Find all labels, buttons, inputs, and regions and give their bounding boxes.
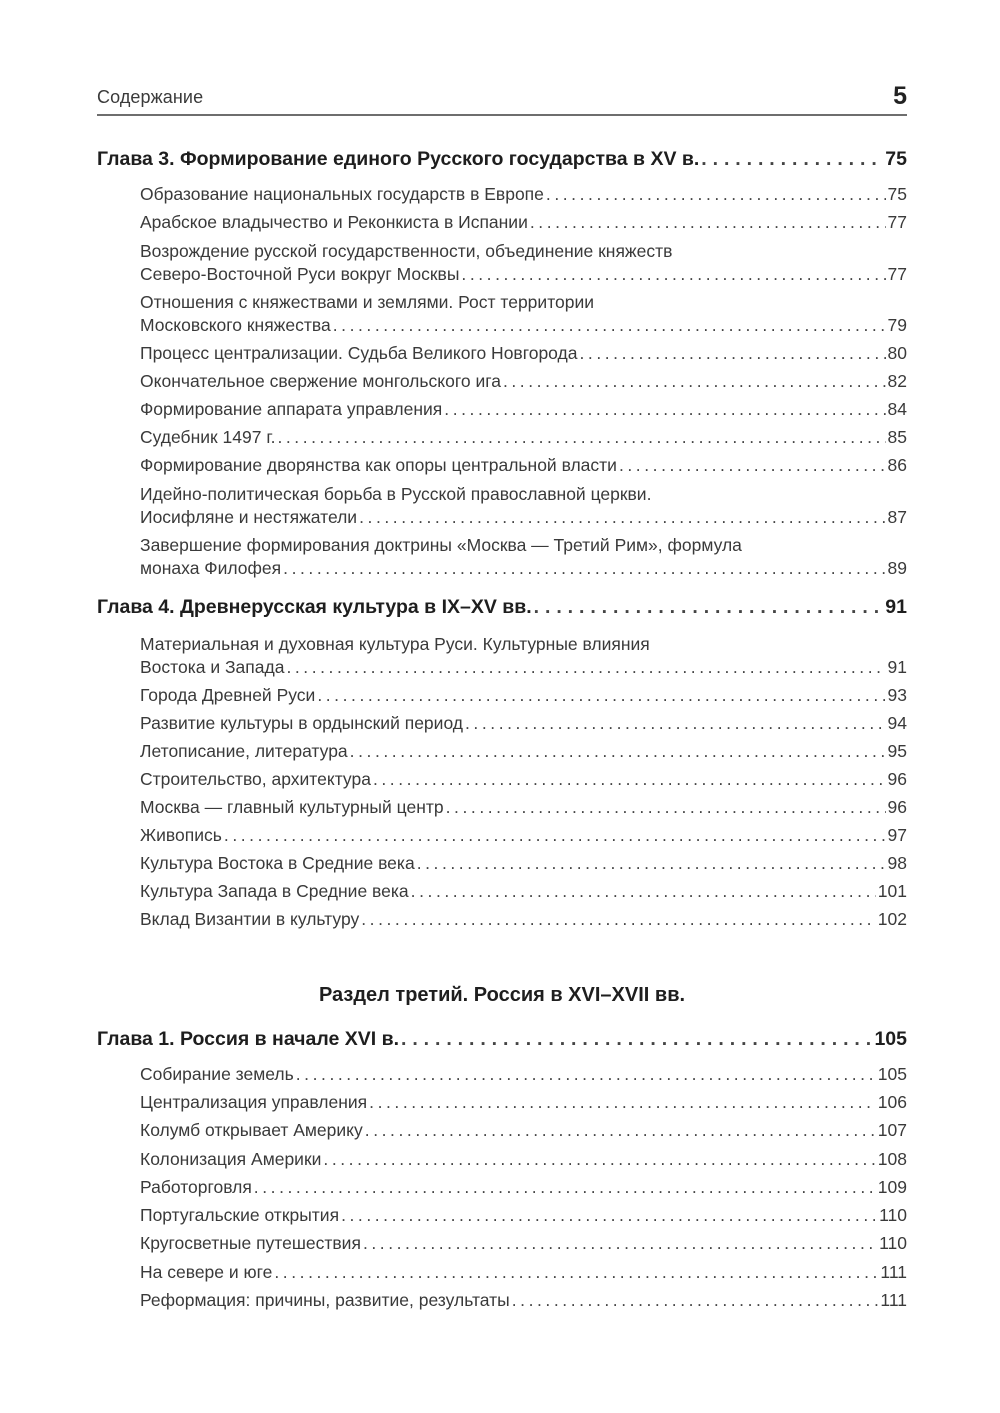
item-page: 86 <box>887 455 907 475</box>
item-title: Португальские открытия <box>140 1205 340 1225</box>
dot-leader <box>274 1262 878 1283</box>
dot-leader <box>461 264 885 285</box>
dot-leader <box>369 1092 876 1113</box>
item-title: Строительство, архитектура <box>140 769 371 789</box>
dot-leader <box>401 1028 872 1051</box>
toc-item[interactable] <box>140 315 907 336</box>
dot-leader <box>333 315 886 336</box>
item-page: 79 <box>887 315 907 335</box>
chapter-page: 91 <box>885 596 907 618</box>
toc-item-line1: Материальная и духовная культура Руси. Культурные влияния <box>140 634 650 654</box>
toc-item-line1: Завершение формирования доктрины «Москва — Третий Рим», формула <box>140 535 742 555</box>
item-title: На севере и юге <box>140 1262 273 1282</box>
dot-leader <box>277 427 885 448</box>
dot-leader <box>619 455 886 476</box>
item-title: Московского княжества <box>140 315 331 335</box>
toc-item[interactable] <box>140 685 907 706</box>
item-title: Окончательное свержение монгольского ига <box>140 371 501 391</box>
item-page: 82 <box>887 371 907 391</box>
dot-leader <box>417 853 886 874</box>
toc-item[interactable] <box>140 371 907 392</box>
toc-item[interactable] <box>140 1290 907 1311</box>
toc-item[interactable] <box>140 825 907 846</box>
item-page: 108 <box>877 1149 907 1169</box>
toc-item[interactable] <box>140 558 907 579</box>
toc-item[interactable] <box>140 427 907 448</box>
item-page: 77 <box>887 264 907 284</box>
dot-leader <box>373 769 886 790</box>
toc-item[interactable] <box>140 1233 907 1254</box>
dot-leader <box>465 713 886 734</box>
dot-leader <box>579 343 885 364</box>
item-title: Востока и Запада <box>140 657 285 677</box>
item-title: Города Древней Руси <box>140 685 316 705</box>
item-title: Реформация: причины, развитие, результаты <box>140 1290 510 1310</box>
item-title: Культура Востока в Средние века <box>140 853 415 873</box>
dot-leader <box>317 685 885 706</box>
toc-chapter-4[interactable] <box>97 596 907 619</box>
item-title: Северо-Восточной Руси вокруг Москвы <box>140 264 460 284</box>
chapter-title: Глава 1. Россия в начале XVI в. <box>97 1028 399 1050</box>
item-title: Формирование дворянства как опоры центральной власти <box>140 455 617 475</box>
item-page: 110 <box>879 1205 907 1225</box>
item-page: 80 <box>887 343 907 363</box>
dot-leader <box>701 148 883 171</box>
item-title: Работорговля <box>140 1177 252 1197</box>
item-title: Развитие культуры в ордынский период <box>140 713 463 733</box>
item-page: 94 <box>887 713 907 733</box>
item-title: Процесс централизации. Судьба Великого Новгорода <box>140 343 578 363</box>
dot-leader <box>503 371 886 392</box>
item-title: монаха Филофея <box>140 558 282 578</box>
item-title: Живопись <box>140 825 222 845</box>
item-title: Иосифляне и нестяжатели <box>140 507 358 527</box>
item-page: 98 <box>887 853 907 873</box>
dot-leader <box>546 184 886 205</box>
item-page: 96 <box>887 769 907 789</box>
item-page: 109 <box>877 1177 907 1197</box>
toc-item[interactable] <box>140 797 907 818</box>
toc-item[interactable] <box>140 881 907 902</box>
item-title: Колумб открывает Америку <box>140 1120 363 1140</box>
item-title: Колонизация Америки <box>140 1149 322 1169</box>
dot-leader <box>512 1290 879 1311</box>
running-head <box>97 84 907 116</box>
dot-leader <box>530 212 886 233</box>
item-page: 95 <box>887 741 907 761</box>
page-number: 5 <box>893 82 907 110</box>
chapter-page: 75 <box>885 148 907 170</box>
chapter-title: Глава 3. Формирование единого Русского государства в XV в. <box>97 148 700 170</box>
toc-item[interactable] <box>140 1120 907 1141</box>
dot-leader <box>254 1177 876 1198</box>
dot-leader <box>323 1149 875 1170</box>
item-title: Арабское владычество и Реконкиста в Испании <box>140 212 528 232</box>
toc-item[interactable] <box>140 1177 907 1198</box>
toc-item[interactable] <box>140 1205 907 1226</box>
running-head-title: Содержание <box>97 87 204 107</box>
item-title: Москва — главный культурный центр <box>140 797 444 817</box>
item-page: 101 <box>877 881 907 901</box>
dot-leader <box>534 596 884 619</box>
item-page: 111 <box>880 1290 907 1310</box>
toc-chapter-1[interactable] <box>97 1028 907 1051</box>
dot-leader <box>361 909 876 930</box>
toc-chapter-3[interactable] <box>97 148 907 171</box>
item-page: 96 <box>887 797 907 817</box>
item-page: 102 <box>877 909 907 929</box>
item-title: Кругосветные путешествия <box>140 1233 361 1253</box>
dot-leader <box>411 881 876 902</box>
item-page: 75 <box>887 184 907 204</box>
item-page: 97 <box>887 825 907 845</box>
item-page: 89 <box>887 558 907 578</box>
dot-leader <box>341 1205 877 1226</box>
item-title: Летописание, литература <box>140 741 348 761</box>
toc-item[interactable] <box>140 1092 907 1113</box>
item-title: Собирание земель <box>140 1064 294 1084</box>
toc-item[interactable] <box>140 399 907 420</box>
toc-item[interactable] <box>140 853 907 874</box>
item-title: Формирование аппарата управления <box>140 399 443 419</box>
item-title: Судебник 1497 г. <box>140 427 276 447</box>
section-title: Раздел третий. Россия в XVI–XVII вв. <box>318 984 686 1006</box>
chapter-page: 105 <box>874 1028 907 1050</box>
item-page: 85 <box>887 427 907 447</box>
item-page: 91 <box>887 657 907 677</box>
toc-item-line1: Отношения с княжествами и землями. Рост территории <box>140 292 595 312</box>
item-page: 87 <box>887 507 907 527</box>
toc-item[interactable] <box>140 909 907 930</box>
item-page: 107 <box>877 1120 907 1140</box>
item-page: 93 <box>887 685 907 705</box>
item-title: Культура Запада в Средние века <box>140 881 409 901</box>
toc-item[interactable] <box>140 1064 907 1085</box>
dot-leader <box>283 558 885 579</box>
dot-leader <box>286 657 885 678</box>
item-page: 110 <box>879 1233 907 1253</box>
dot-leader <box>365 1120 876 1141</box>
toc-item[interactable] <box>140 455 907 476</box>
dot-leader <box>224 825 886 846</box>
dot-leader <box>359 507 885 528</box>
item-title: Вклад Византии в культуру <box>140 909 360 929</box>
item-page: 106 <box>877 1092 907 1112</box>
toc-item-line1: Идейно-политическая борьба в Русской православной церкви. <box>140 484 652 504</box>
toc-item[interactable] <box>140 264 907 285</box>
item-page: 84 <box>887 399 907 419</box>
toc-item[interactable] <box>140 1149 907 1170</box>
dot-leader <box>446 797 886 818</box>
toc-item[interactable] <box>140 657 907 678</box>
item-page: 77 <box>887 212 907 232</box>
item-title: Образование национальных государств в Европе <box>140 184 544 204</box>
dot-leader <box>363 1233 877 1254</box>
toc-item[interactable] <box>140 184 907 205</box>
toc-item[interactable] <box>140 1262 907 1283</box>
toc-item-line1: Возрождение русской государственности, объединение княжеств <box>140 241 673 261</box>
toc-item[interactable] <box>140 212 907 233</box>
toc-item[interactable] <box>140 713 907 734</box>
dot-leader <box>444 399 885 420</box>
chapter-title: Глава 4. Древнерусская культура в IX–XV вв. <box>97 596 532 618</box>
toc-item[interactable] <box>140 507 907 528</box>
toc-item[interactable] <box>140 769 907 790</box>
toc-item[interactable] <box>140 343 907 364</box>
item-page: 111 <box>880 1262 907 1282</box>
dot-leader <box>350 741 886 762</box>
toc-item[interactable] <box>140 741 907 762</box>
item-page: 105 <box>877 1064 907 1084</box>
dot-leader <box>296 1064 876 1085</box>
item-title: Централизация управления <box>140 1092 368 1112</box>
